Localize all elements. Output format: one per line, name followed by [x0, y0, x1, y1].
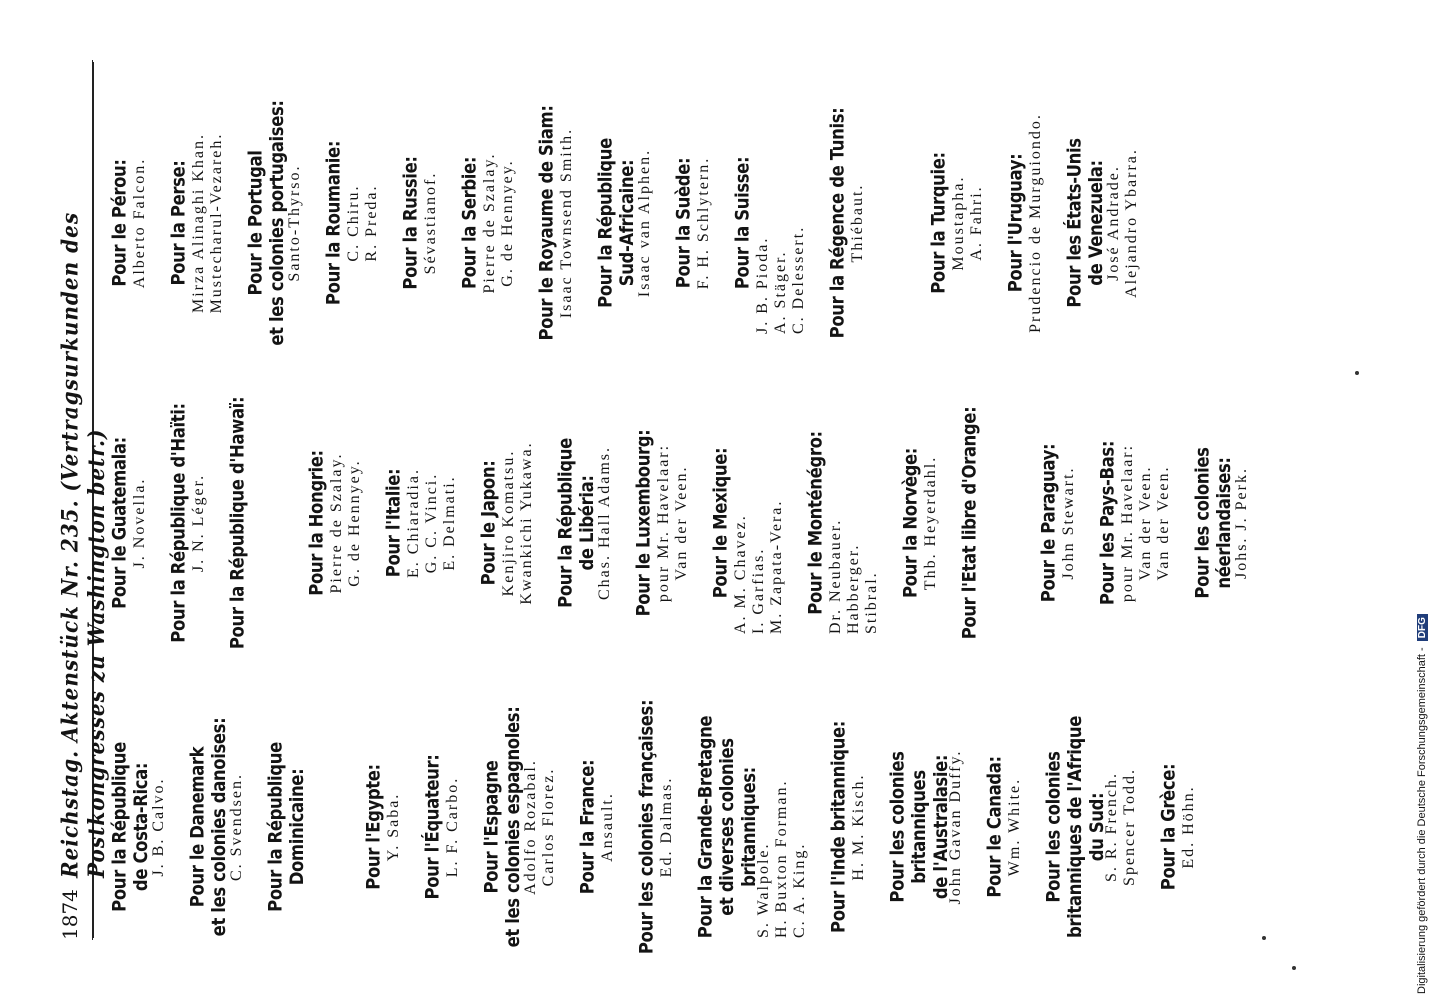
signatory-name: S. Walpole. [755, 842, 772, 938]
signatory-block [382, 378, 459, 668]
signatory-name: G. de Hennyey. [346, 459, 363, 587]
signatory-name: R. Preda. [363, 184, 380, 262]
signatory-block [186, 682, 246, 972]
signatory-name: J. N. Léger. [190, 473, 207, 573]
signatory-name: Ed. Dalmas. [658, 776, 675, 878]
signatory-block [108, 78, 149, 368]
signatory-block [826, 78, 867, 368]
country-heading: Pour la Roumanie: [322, 140, 344, 306]
signatory-name: Mustecharul-Vezareh. [208, 132, 225, 314]
signatory-block [804, 378, 881, 668]
signatory-block [477, 378, 536, 668]
signatory-name: Van der Veen. [1137, 465, 1154, 581]
signatory-block [226, 378, 248, 668]
signatory-name: I. Garfias. [750, 547, 767, 634]
signatory-name: John Stewart. [1060, 466, 1077, 580]
signatory-name: Adolfo Rozabal. [522, 759, 539, 895]
signatory-name: Sévastianof. [422, 171, 439, 275]
signatory-block [322, 78, 381, 368]
signatory-name: S. R. French. [1103, 772, 1120, 882]
signatory-name: Johs. J. Perk. [1233, 467, 1250, 580]
signatory-block [827, 682, 868, 972]
scan-speck [1292, 966, 1296, 970]
signatory-block [362, 682, 403, 972]
signatory-block [1063, 78, 1141, 368]
signatory-column-2 [108, 378, 1269, 668]
signatory-block [244, 78, 304, 368]
page-number: 1874 [58, 889, 82, 940]
country-heading: Pour le Pérou: [108, 159, 130, 287]
country-heading: Pour la Perse: [167, 160, 189, 286]
country-heading: Pour la République de Libéria: [554, 438, 598, 608]
signatory-block [694, 682, 809, 972]
signatory-name: pour Mr. Havelaar: [655, 443, 672, 603]
signatory-block [305, 378, 364, 668]
country-heading: Pour la Grande-Bretagne et diverses colonies britanniques: [694, 715, 760, 939]
signatory-name: H. Buxton Forman. [773, 779, 790, 938]
signatory-name: Carlos Florez. [540, 767, 557, 887]
signatory-name: Y. Saba. [385, 792, 402, 862]
country-heading: Pour les colonies françaises: [635, 699, 657, 955]
signatory-name: Ed. Höhn. [1180, 785, 1197, 869]
signatory-block [399, 78, 440, 368]
signatory-block [264, 682, 308, 972]
signatory-name: J. B. Pioda. [754, 236, 771, 334]
country-heading: Pour la France: [576, 759, 598, 895]
signatory-name: Spencer Todd. [1121, 768, 1138, 886]
digitization-credit [1416, 4, 1428, 994]
country-heading: Pour le Danemark et les colonies danoises: [186, 717, 230, 937]
country-heading: Pour la Turquie: [927, 152, 949, 294]
country-heading: Pour l'Inde britannique: [827, 721, 849, 933]
signatory-name: Thb. Heyerdahl. [922, 455, 939, 591]
signatory-name: Van der Veen. [673, 465, 690, 581]
signatory-name: Isaac van Alphen. [636, 148, 653, 298]
signatory-block [927, 78, 986, 368]
signatory-block [108, 378, 149, 668]
signatory-name: J. B. Calvo. [150, 777, 167, 877]
signatory-block [899, 378, 940, 668]
signatory-name: H. M. Kisch. [850, 773, 867, 881]
scan-speck [1262, 936, 1266, 940]
signatory-name: Kwankichi Yukawa. [518, 441, 535, 605]
signatory-name: Alejandro Ybarra. [1123, 148, 1140, 298]
signatory-block [958, 378, 980, 668]
signatory-name: E. Delmati. [441, 475, 458, 571]
signatory-block [535, 78, 576, 368]
signatory-name: C. Delessert. [790, 225, 807, 334]
country-heading: Pour l'Espagne et les colonies espagnoles: [480, 706, 524, 948]
country-heading: Pour l'Egypte: [362, 764, 384, 890]
signatory-block [458, 78, 517, 368]
signatory-name: J. Novella. [131, 477, 148, 569]
country-heading: Pour la Hongrie: [305, 450, 327, 596]
signatory-name: John Gavan Duffy. [947, 749, 964, 905]
signatory-name: Santo-Thyrso. [286, 164, 303, 282]
signatory-block [1004, 78, 1045, 368]
signatory-block [1037, 378, 1078, 668]
signatory-name: Mirza Alinaghi Khan. [190, 133, 207, 313]
country-heading: Pour la Suisse: [731, 156, 753, 290]
signatory-block [576, 682, 617, 972]
country-heading: Pour les colonies britanniques de l'Australasie: [886, 751, 952, 903]
signatory-name: Dr. Neubauer. [827, 518, 844, 634]
signatory-block [983, 682, 1024, 972]
country-heading: Pour le Paraguay: [1037, 443, 1059, 603]
country-heading: Pour le Guatemala: [108, 437, 130, 609]
signatory-name: Stibral. [863, 571, 880, 634]
page-header [48, 60, 110, 940]
signatory-name: A. Stäger. [772, 250, 789, 334]
country-heading: Pour l'Etat libre d'Orange: [958, 406, 980, 640]
country-heading: Pour le Portugal et les colonies portugaises: [244, 100, 288, 346]
country-heading: Pour le Mexique: [709, 447, 731, 599]
signatory-name: Pierre de Szalay. [328, 452, 345, 594]
country-heading: Pour les Pays-Bas: [1096, 440, 1118, 606]
country-heading: Pour la République d'Haïti: [167, 403, 189, 643]
signatory-name: Chas. Hall Adams. [596, 446, 613, 600]
country-heading: Pour l'Équateur: [421, 754, 443, 900]
signatory-name: G. C. Vinci. [423, 472, 440, 574]
country-heading: Pour la Serbie: [458, 156, 480, 290]
signatory-column-1 [108, 682, 1216, 972]
signatory-name: Moustapha. [950, 175, 967, 271]
country-heading: Pour la République Dominicaine: [264, 742, 308, 912]
signatory-column-3 [108, 78, 1159, 368]
country-heading: Pour l'Italie: [382, 468, 404, 578]
signatory-name: A. M. Chavez. [732, 514, 749, 634]
signatory-block [709, 378, 786, 668]
signatory-name: F. H. Schlytern. [695, 156, 712, 290]
signatory-name: C. A. King. [791, 842, 808, 938]
signatory-name: Isaac Townsend Smith. [558, 127, 575, 319]
signatory-name: A. Fahri. [968, 185, 985, 261]
signatory-block [731, 78, 808, 368]
signatory-name: G. de Hennyey. [499, 159, 516, 287]
scan-speck [1355, 371, 1359, 375]
signatory-block [632, 378, 691, 668]
signatory-block [108, 682, 168, 972]
signatory-block [480, 682, 558, 972]
country-heading: Pour la République de Costa-Rica: [108, 742, 152, 912]
signatory-name: Thiébaut. [849, 183, 866, 263]
signatory-name: C. Chiru. [345, 184, 362, 262]
signatory-block [886, 682, 965, 972]
signatory-name: Ansault. [599, 792, 616, 862]
signatory-block [1042, 682, 1139, 972]
country-heading: Pour la Grèce: [1157, 763, 1179, 891]
signatory-name: Prudencio de Murguiondo. [1027, 113, 1044, 333]
signatory-block [167, 78, 226, 368]
country-heading: Pour la République Sud-Africaine: [594, 138, 638, 308]
signatory-name: Van der Veen. [1155, 465, 1172, 581]
country-heading: Pour la République d'Hawaï: [226, 396, 248, 650]
dfg-logo: DFG [1417, 614, 1428, 641]
country-heading: Pour les colonies néerlandaises: [1191, 447, 1235, 599]
country-heading: Pour le Canada: [983, 756, 1005, 898]
country-heading: Pour les États-Unis de Venezuela: [1063, 138, 1107, 308]
signatory-block [421, 682, 462, 972]
signatory-name: M. Zapata-Vera. [768, 499, 785, 634]
country-heading: Pour la Suède: [672, 157, 694, 289]
signatory-name: E. Chiaradia. [405, 468, 422, 578]
country-heading: Pour le Monténégro: [804, 431, 826, 615]
signatory-name: Alberto Falcon. [131, 157, 148, 289]
signatory-block [594, 78, 654, 368]
signatory-name: pour Mr. Havelaar: [1119, 443, 1136, 603]
signatory-name: José Andrade. [1105, 165, 1122, 281]
signatory-block [554, 378, 614, 668]
signatory-block [1096, 378, 1173, 668]
country-heading: Pour la Régence de Tunis: [826, 107, 848, 339]
country-heading: Pour le Japon: [477, 460, 499, 586]
signatory-block [1191, 378, 1251, 668]
signatory-name: L. F. Carbo. [444, 776, 461, 878]
running-title: Reichstag. Aktenstück Nr. 235. (Vertragsurkunden des Postkongresses zu Washington betr.) [56, 211, 110, 878]
signatory-name: Pierre de Szalay. [481, 152, 498, 294]
credit-text: Digitalisierung gefördert durch die Deutsche Forschungsgemeinschaft - [1416, 647, 1428, 994]
signatory-block [1157, 682, 1198, 972]
country-heading: Pour la Norvège: [899, 447, 921, 599]
country-heading: Pour le Luxembourg: [632, 429, 654, 617]
country-heading: Pour l'Uruguay: [1004, 153, 1026, 293]
signatory-block [167, 378, 208, 668]
signatory-block [635, 682, 676, 972]
signatory-name: Kenjiro Komatsu. [500, 449, 517, 597]
country-heading: Pour les colonies britanniques de l'Afrique du Sud: [1042, 715, 1108, 939]
signatory-block [672, 78, 713, 368]
country-heading: Pour le Royaume de Siam: [535, 105, 557, 341]
country-heading: Pour la Russie: [399, 156, 421, 290]
signatory-name: Habberger. [845, 543, 862, 634]
signatory-name: Wm. White. [1006, 777, 1023, 877]
signatory-name: C. Svendsen. [228, 773, 245, 881]
